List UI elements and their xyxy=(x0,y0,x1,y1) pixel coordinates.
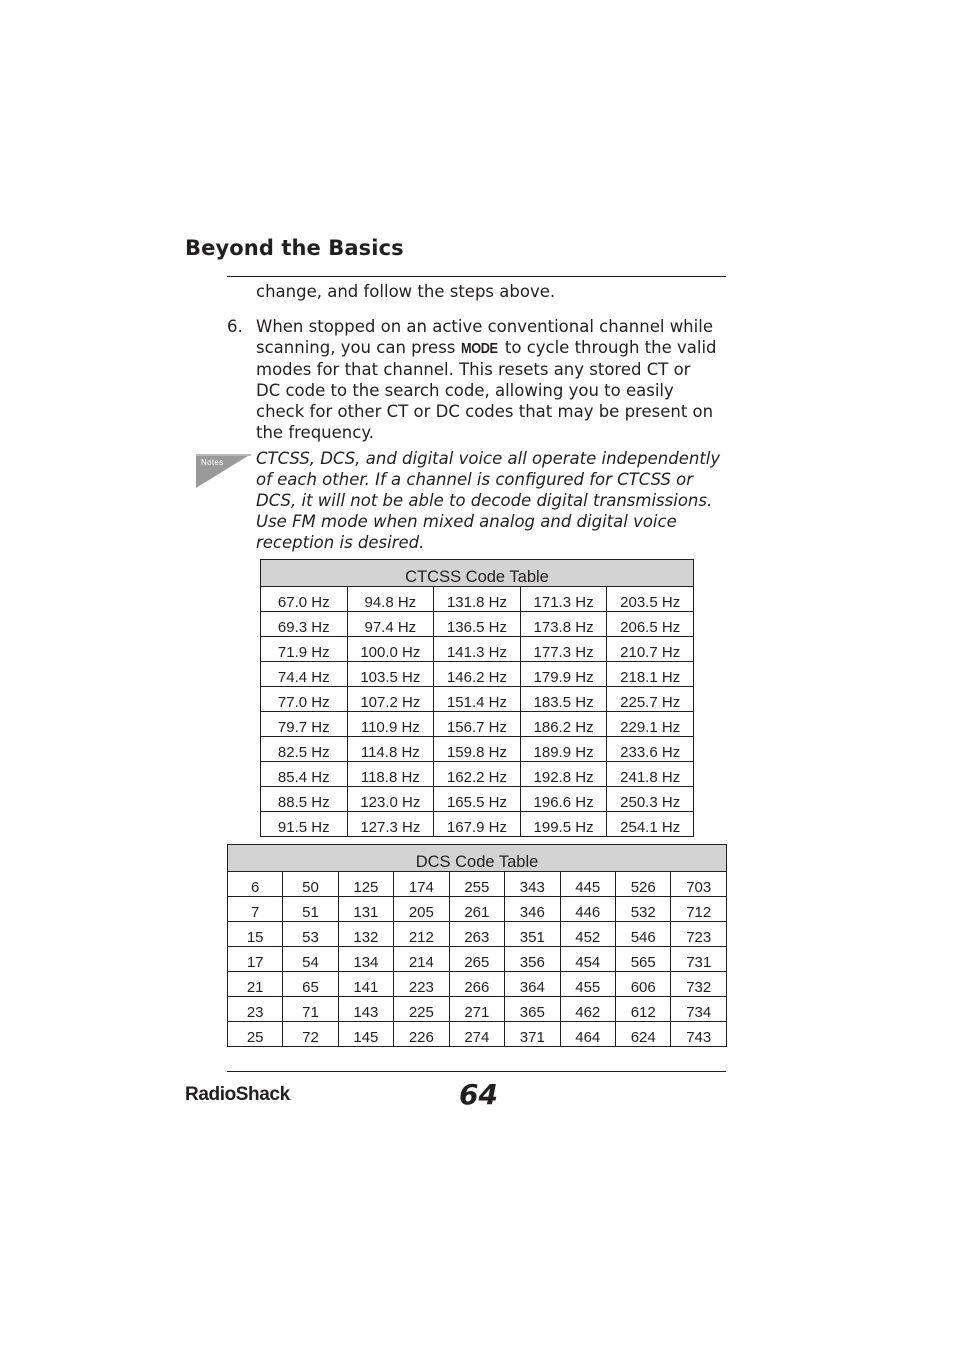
dcs-code-cell: 703 xyxy=(671,872,727,897)
dcs-code-cell: 712 xyxy=(671,897,727,922)
ctcss-code-cell: 71.9 Hz xyxy=(261,637,348,662)
ctcss-table-row xyxy=(261,587,694,612)
ctcss-code-cell: 127.3 Hz xyxy=(347,812,434,837)
dcs-code-table xyxy=(227,844,727,1047)
ctcss-code-cell: 77.0 Hz xyxy=(261,687,348,712)
dcs-code-cell: 141 xyxy=(338,972,393,997)
ctcss-code-cell: 206.5 Hz xyxy=(607,612,694,637)
dcs-code-cell: 72 xyxy=(283,1022,338,1047)
ctcss-code-cell: 210.7 Hz xyxy=(607,637,694,662)
ctcss-code-cell: 91.5 Hz xyxy=(261,812,348,837)
ctcss-code-cell: 146.2 Hz xyxy=(434,662,521,687)
dcs-code-cell: 53 xyxy=(283,922,338,947)
dcs-code-cell: 612 xyxy=(616,997,671,1022)
dcs-table-title: DCS Code Table xyxy=(228,845,727,872)
ctcss-code-table xyxy=(260,559,694,837)
ctcss-code-cell: 88.5 Hz xyxy=(261,787,348,812)
dcs-code-cell: 464 xyxy=(560,1022,615,1047)
dcs-code-cell: 732 xyxy=(671,972,727,997)
dcs-code-cell: 454 xyxy=(560,947,615,972)
ctcss-table-row xyxy=(261,812,694,837)
ctcss-code-cell: 85.4 Hz xyxy=(261,762,348,787)
dcs-code-cell: 606 xyxy=(616,972,671,997)
dcs-code-cell: 17 xyxy=(228,947,283,972)
dcs-code-cell: 261 xyxy=(449,897,504,922)
dcs-code-cell: 25 xyxy=(228,1022,283,1047)
header-rule xyxy=(227,276,726,277)
ctcss-table-row xyxy=(261,612,694,637)
dcs-code-cell: 731 xyxy=(671,947,727,972)
dcs-code-cell: 54 xyxy=(283,947,338,972)
dcs-code-cell: 546 xyxy=(616,922,671,947)
dcs-code-cell: 734 xyxy=(671,997,727,1022)
dcs-code-cell: 7 xyxy=(228,897,283,922)
dcs-code-cell: 624 xyxy=(616,1022,671,1047)
dcs-code-cell: 23 xyxy=(228,997,283,1022)
dcs-code-cell: 131 xyxy=(338,897,393,922)
footer-rule xyxy=(227,1071,726,1072)
dcs-code-cell: 71 xyxy=(283,997,338,1022)
ctcss-code-cell: 141.3 Hz xyxy=(434,637,521,662)
ctcss-code-cell: 189.9 Hz xyxy=(520,737,607,762)
dcs-code-cell: 212 xyxy=(394,922,449,947)
dcs-code-cell: 15 xyxy=(228,922,283,947)
ctcss-code-cell: 192.8 Hz xyxy=(520,762,607,787)
notes-icon xyxy=(195,452,253,492)
ctcss-code-cell: 114.8 Hz xyxy=(347,737,434,762)
dcs-code-cell: 225 xyxy=(394,997,449,1022)
ctcss-code-cell: 110.9 Hz xyxy=(347,712,434,737)
ctcss-code-cell: 107.2 Hz xyxy=(347,687,434,712)
ctcss-code-cell: 69.3 Hz xyxy=(261,612,348,637)
step-6-text-after: to cycle through the valid modes for that channel. This resets any stored CT or DC code to the search code, allowing you to easily check for other CT or DC codes that may be present on the frequency. xyxy=(256,338,717,442)
ctcss-code-cell: 241.8 Hz xyxy=(607,762,694,787)
dcs-code-cell: 125 xyxy=(338,872,393,897)
brand-logo xyxy=(185,1084,292,1106)
ctcss-code-cell: 218.1 Hz xyxy=(607,662,694,687)
dcs-code-cell: 743 xyxy=(671,1022,727,1047)
ctcss-code-cell: 131.8 Hz xyxy=(434,587,521,612)
ctcss-code-cell: 203.5 Hz xyxy=(607,587,694,612)
dcs-code-cell: 265 xyxy=(449,947,504,972)
dcs-table-row xyxy=(228,947,727,972)
ctcss-code-cell: 94.8 Hz xyxy=(347,587,434,612)
dcs-code-cell: 132 xyxy=(338,922,393,947)
dcs-code-cell: 266 xyxy=(449,972,504,997)
ctcss-table-title: CTCSS Code Table xyxy=(261,560,694,587)
dcs-table-row xyxy=(228,972,727,997)
ctcss-code-cell: 136.5 Hz xyxy=(434,612,521,637)
dcs-code-cell: 255 xyxy=(449,872,504,897)
page-number: 64 xyxy=(459,1078,498,1111)
ctcss-code-cell: 167.9 Hz xyxy=(434,812,521,837)
ctcss-table-row xyxy=(261,787,694,812)
dcs-table-row xyxy=(228,1022,727,1047)
ctcss-code-cell: 100.0 Hz xyxy=(347,637,434,662)
dcs-code-cell: 565 xyxy=(616,947,671,972)
ctcss-code-cell: 179.9 Hz xyxy=(520,662,607,687)
ctcss-code-cell: 250.3 Hz xyxy=(607,787,694,812)
dcs-code-cell: 532 xyxy=(616,897,671,922)
ctcss-code-cell: 97.4 Hz xyxy=(347,612,434,637)
ctcss-code-cell: 233.6 Hz xyxy=(607,737,694,762)
ctcss-code-cell: 151.4 Hz xyxy=(434,687,521,712)
ctcss-code-cell: 103.5 Hz xyxy=(347,662,434,687)
dcs-code-cell: 371 xyxy=(505,1022,560,1047)
dcs-code-cell: 134 xyxy=(338,947,393,972)
ctcss-code-cell: 229.1 Hz xyxy=(607,712,694,737)
dcs-code-cell: 143 xyxy=(338,997,393,1022)
step-6-paragraph xyxy=(256,316,718,443)
dcs-code-cell: 174 xyxy=(394,872,449,897)
dcs-code-cell: 452 xyxy=(560,922,615,947)
dcs-table-row xyxy=(228,997,727,1022)
ctcss-table-row xyxy=(261,637,694,662)
ctcss-code-cell: 186.2 Hz xyxy=(520,712,607,737)
brand-name: RadioShack xyxy=(185,1084,290,1105)
dcs-code-cell: 271 xyxy=(449,997,504,1022)
dcs-code-cell: 526 xyxy=(616,872,671,897)
ctcss-code-cell: 123.0 Hz xyxy=(347,787,434,812)
ctcss-code-cell: 165.5 Hz xyxy=(434,787,521,812)
ctcss-code-cell: 162.2 Hz xyxy=(434,762,521,787)
dcs-code-cell: 446 xyxy=(560,897,615,922)
ctcss-code-cell: 118.8 Hz xyxy=(347,762,434,787)
ctcss-code-cell: 159.8 Hz xyxy=(434,737,521,762)
continuation-paragraph: change, and follow the steps above. xyxy=(256,282,556,301)
mode-key-label: MODE xyxy=(460,340,498,357)
dcs-code-cell: 462 xyxy=(560,997,615,1022)
dcs-code-cell: 226 xyxy=(394,1022,449,1047)
brand-mark: . xyxy=(289,1093,292,1102)
dcs-code-cell: 343 xyxy=(505,872,560,897)
dcs-code-cell: 365 xyxy=(505,997,560,1022)
ctcss-table-row xyxy=(261,712,694,737)
ctcss-code-cell: 254.1 Hz xyxy=(607,812,694,837)
dcs-code-cell: 263 xyxy=(449,922,504,947)
step-number: 6. xyxy=(227,317,243,336)
ctcss-code-cell: 82.5 Hz xyxy=(261,737,348,762)
notes-icon-label: Notes xyxy=(201,458,224,467)
dcs-code-cell: 356 xyxy=(505,947,560,972)
ctcss-code-cell: 177.3 Hz xyxy=(520,637,607,662)
note-text: CTCSS, DCS, and digital voice all operate independently of each other. If a channel is configured for CTCSS or DCS, it will not be able to decode digital transmissions. Use FM mode when mixed analog and digital voice reception is desired. xyxy=(256,449,721,552)
ctcss-table-row xyxy=(261,762,694,787)
dcs-code-cell: 364 xyxy=(505,972,560,997)
ctcss-code-cell: 183.5 Hz xyxy=(520,687,607,712)
ctcss-code-cell: 199.5 Hz xyxy=(520,812,607,837)
dcs-code-cell: 205 xyxy=(394,897,449,922)
ctcss-code-cell: 67.0 Hz xyxy=(261,587,348,612)
dcs-code-cell: 351 xyxy=(505,922,560,947)
step-6-text-before: When stopped on an active conventional channel while scanning, you can press xyxy=(256,317,713,357)
ctcss-code-cell: 74.4 Hz xyxy=(261,662,348,687)
dcs-code-cell: 65 xyxy=(283,972,338,997)
ctcss-code-cell: 171.3 Hz xyxy=(520,587,607,612)
ctcss-code-cell: 173.8 Hz xyxy=(520,612,607,637)
dcs-code-cell: 214 xyxy=(394,947,449,972)
ctcss-code-cell: 156.7 Hz xyxy=(434,712,521,737)
ctcss-code-cell: 79.7 Hz xyxy=(261,712,348,737)
dcs-code-cell: 145 xyxy=(338,1022,393,1047)
dcs-code-cell: 50 xyxy=(283,872,338,897)
dcs-table-row xyxy=(228,872,727,897)
dcs-code-cell: 274 xyxy=(449,1022,504,1047)
dcs-table-row xyxy=(228,897,727,922)
dcs-table-row xyxy=(228,922,727,947)
dcs-code-cell: 21 xyxy=(228,972,283,997)
dcs-code-cell: 6 xyxy=(228,872,283,897)
dcs-code-cell: 445 xyxy=(560,872,615,897)
dcs-code-cell: 346 xyxy=(505,897,560,922)
section-heading: Beyond the Basics xyxy=(185,236,404,260)
ctcss-table-row xyxy=(261,687,694,712)
ctcss-code-cell: 196.6 Hz xyxy=(520,787,607,812)
dcs-code-cell: 455 xyxy=(560,972,615,997)
dcs-code-cell: 51 xyxy=(283,897,338,922)
dcs-code-cell: 223 xyxy=(394,972,449,997)
ctcss-table-row xyxy=(261,662,694,687)
dcs-code-cell: 723 xyxy=(671,922,727,947)
ctcss-table-row xyxy=(261,737,694,762)
ctcss-code-cell: 225.7 Hz xyxy=(607,687,694,712)
